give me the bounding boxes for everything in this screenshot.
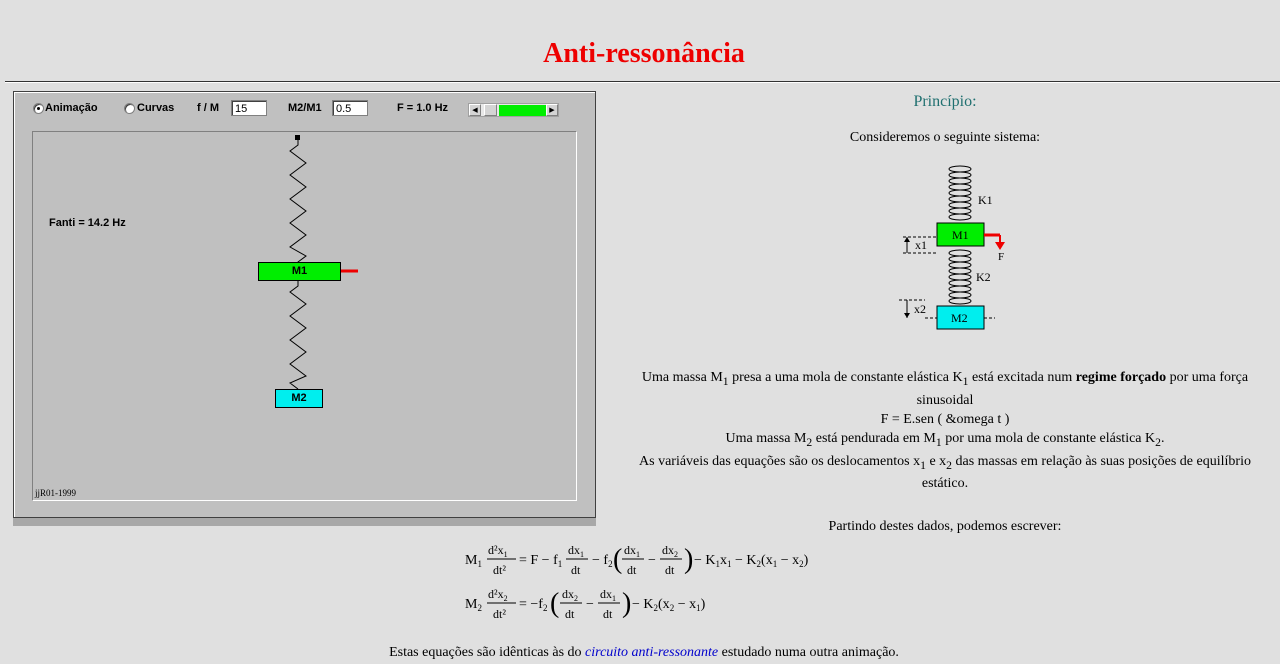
f-m-input[interactable]: 15 bbox=[231, 100, 267, 116]
diagram-k2-label: K2 bbox=[976, 270, 991, 284]
svg-text:= −f2: = $-f_2$ bbox=[519, 597, 548, 613]
svg-text:dt: dt bbox=[627, 563, 637, 577]
radio-animacao-label[interactable]: Animação bbox=[45, 102, 98, 114]
frequency-label: F = 1.0 Hz bbox=[397, 102, 449, 114]
diagram-k1-label: K1 bbox=[978, 193, 993, 207]
svg-text:): ) bbox=[684, 544, 694, 575]
paragraph-line-5: estático. bbox=[921, 476, 969, 492]
svg-text:dt: dt bbox=[565, 607, 575, 621]
svg-text:dx1: $dx_1$ bbox=[600, 587, 616, 603]
svg-text:− K1x1 − K2(x1 − x2): − $K_1x_1 - K_2(x_1 - x_2)$ bbox=[694, 553, 809, 569]
svg-text:M2: $M_2$ bbox=[465, 597, 482, 613]
svg-text:dt: dt bbox=[665, 563, 675, 577]
svg-text:M1: $M_1$ bbox=[465, 553, 482, 569]
diagram-x1-label: x1 bbox=[915, 238, 927, 252]
svg-text:(: ( bbox=[613, 544, 623, 575]
svg-text:dx2: $dx_2$ bbox=[662, 543, 678, 559]
fanti-readout: Fanti = 14.2 Hz bbox=[49, 217, 126, 229]
svg-text:−: − bbox=[648, 553, 656, 568]
paragraph-line-4: As variáveis das equações são os deslocamentos $x_1$ e $x_2$ das massas em relação às suas posições de equilíbrio bbox=[639, 453, 1251, 472]
applet-drawing bbox=[0, 0, 600, 520]
svg-text:dt²: dt² bbox=[493, 607, 506, 621]
m2m1-label: M2/M1 bbox=[288, 102, 322, 114]
svg-text:= F − f1: = $F - f_1$ bbox=[519, 553, 563, 569]
spring-k2-coil bbox=[949, 250, 971, 304]
mass-m2: M2 bbox=[275, 389, 323, 408]
principle-heading: Princípio: bbox=[913, 93, 977, 110]
force-arrow-icon bbox=[995, 242, 1005, 250]
svg-text:dx1: $dx_1$ bbox=[624, 543, 640, 559]
diagram-f-label: F bbox=[998, 251, 1005, 263]
principle-intro: Consideremos o seguinte sistema: bbox=[849, 130, 1041, 145]
slider-left-arrow-icon[interactable]: ◀ bbox=[469, 104, 481, 116]
svg-text:dt: dt bbox=[603, 607, 613, 621]
svg-text:− K2(x2 − x1): − $K_2(x_2 - x_1)$ bbox=[632, 597, 706, 613]
system-diagram bbox=[895, 160, 1015, 335]
svg-text:d²x1: $d^2x_1$ bbox=[488, 543, 508, 559]
radio-curvas-label[interactable]: Curvas bbox=[137, 102, 175, 114]
mass-m1: M1 bbox=[258, 262, 341, 281]
svg-text:dx1: $dx_1$ bbox=[568, 543, 584, 559]
closing-text: Estas equações são idênticas às do circuito anti-ressonante estudado numa outra animação. bbox=[389, 645, 899, 660]
writing-intro: Partindo destes dados, podemos escrever: bbox=[828, 519, 1062, 534]
diagram-m1-label: M1 bbox=[952, 228, 969, 242]
spring-lower bbox=[290, 281, 306, 389]
svg-text:dx2: $dx_2$ bbox=[562, 587, 578, 603]
svg-text:dt: dt bbox=[571, 563, 581, 577]
paragraph-line-2: sinusoidal bbox=[916, 392, 974, 408]
credit-text: jjR01-1999 bbox=[35, 488, 77, 498]
page-title: Anti-ressonância bbox=[543, 38, 745, 69]
f-m-label: f / M bbox=[197, 102, 219, 114]
slider-right-arrow-icon[interactable]: ▶ bbox=[546, 104, 558, 116]
principle-paragraph bbox=[610, 368, 1280, 493]
spring-k1-coil bbox=[949, 166, 971, 220]
svg-text:): ) bbox=[622, 588, 632, 619]
svg-text:−: − bbox=[586, 597, 594, 612]
paragraph-line-1: Uma massa $M_1$ presa a uma mola de constante elástica $K_1$ está excitada num regime forçado por uma força bbox=[641, 370, 1249, 388]
svg-text:− f2: − $f_2$ bbox=[592, 553, 613, 569]
motion-equations bbox=[460, 538, 840, 628]
m2m1-input[interactable]: 0.5 bbox=[332, 100, 368, 116]
svg-text:d²x2: $d^2x_2$ bbox=[488, 587, 508, 603]
spring-anchor bbox=[295, 135, 300, 140]
spring-upper bbox=[290, 140, 306, 263]
svg-text:dt²: dt² bbox=[493, 563, 506, 577]
force-formula: F = E.sen ( &omega t ) bbox=[880, 411, 1010, 427]
diagram-m2-label: M2 bbox=[951, 311, 968, 325]
svg-text:(: ( bbox=[550, 588, 560, 619]
paragraph-line-3: Uma massa $M_2$ está pendurada em $M_1$ por uma mola de constante elástica $K_2$. bbox=[725, 430, 1165, 449]
diagram-x2-label: x2 bbox=[914, 302, 926, 316]
anti-resonant-circuit-link[interactable]: circuito anti-ressonante bbox=[585, 645, 719, 660]
